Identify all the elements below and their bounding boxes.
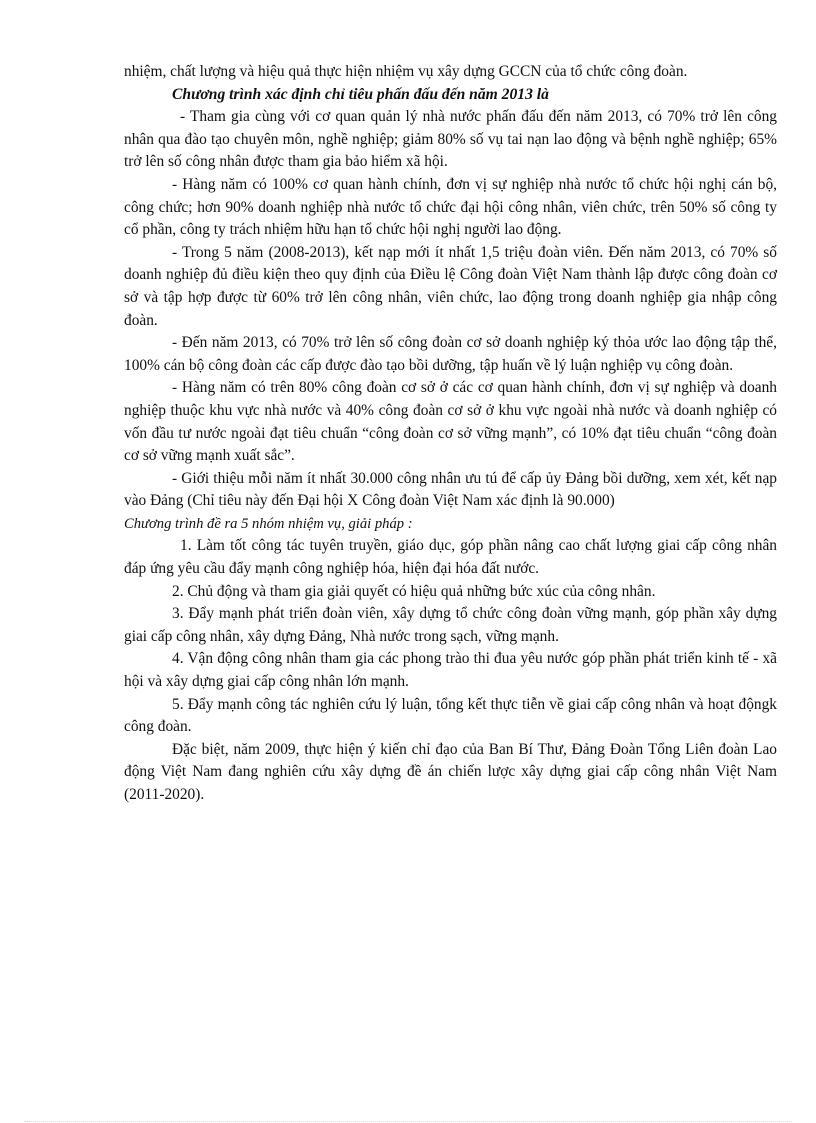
target-item: - Giới thiệu mỗi năm ít nhất 30.000 công nhân ưu tú để cấp ủy Đảng bồi dưỡng, xem xét, kết nạp vào Đảng (Chỉ tiêu này đến Đại hội X Công đoàn Việt Nam xác định là 90.000) [124,469,777,510]
targets-heading: Chương trình xác định chỉ tiêu phấn đấu đến năm 2013 là [172,85,549,103]
task-item: 3. Đẩy mạnh phát triển đoàn viên, xây dựng tổ chức công đoàn vững mạnh, góp phần xây dựng giai cấp công nhân, xây dựng Đảng, Nhà nước trong sạch, vững mạnh. [124,605,777,645]
page-bottom-divider [24,1121,792,1122]
task-item: 5. Đẩy mạnh công tác nghiên cứu lý luận, tổng kết thực tiễn về giai cấp công nhân và hoạt độngk công đoàn. [124,695,777,736]
task-item: 1. Làm tốt công tác tuyên truyền, giáo dục, góp phần nâng cao chất lượng giai cấp công nhân đáp ứng yêu cầu đẩy mạnh công nghiệp hóa, hiện đại hóa đất nước. [124,537,777,578]
target-item: - Hàng năm có trên 80% công đoàn cơ sở ở các cơ quan hành chính, đơn vị sự nghiệp và doanh nghiệp thuộc khu vực nhà nước và 40% công đoàn cơ sở ở khu vực ngoài nhà nước và doanh nghiệp có vốn đầu tư nước ngoài đạt tiêu chuẩn “công đoàn cơ sở vững mạnh”, có 10% đạt tiêu chuẩn “công đoàn cơ sở vững mạnh xuất sắc”. [124,379,777,465]
target-item: - Đến năm 2013, có 70% trở lên số công đoàn cơ sở doanh nghiệp ký thỏa ước lao động tập thể, 100% cán bộ công đoàn các cấp được đào tạo bồi dưỡng, tập huấn về lý luận nghiệp vụ công đoàn. [124,334,777,374]
document-page [124,61,777,807]
target-item: - Tham gia cùng với cơ quan quản lý nhà nước phấn đấu đến năm 2013, có 70% trở lên công nhân qua đào tạo chuyên môn, nghề nghiệp; giảm 80% số vụ tai nạn lao động và bệnh nghề nghiệp; 65% trở lên số công nhân được tham gia bảo hiểm xã hội. [124,108,777,171]
intro-continuation: nhiệm, chất lượng và hiệu quả thực hiện nhiệm vụ xây dựng GCCN của tổ chức công đoàn. [124,63,688,80]
closing-paragraph: Đặc biệt, năm 2009, thực hiện ý kiến chỉ đạo của Ban Bí Thư, Đảng Đoàn Tổng Liên đoàn Lao động Việt Nam đang nghiên cứu xây dựng đề án chiến lược xây dựng giai cấp công nhân Việt Nam (2011-2020). [124,740,777,803]
task-item: 2. Chủ động và tham gia giải quyết có hiệu quả những bức xúc của công nhân. [172,582,656,600]
target-item: - Trong 5 năm (2008-2013), kết nạp mới ít nhất 1,5 triệu đoàn viên. Đến năm 2013, có 70% số doanh nghiệp đủ điều kiện theo quy định của Điều lệ Công đoàn Việt Nam thành lập được công đoàn cơ sở và tập hợp được từ 60% trở lên công nhân, viên chức, lao động trong doanh nghiệp gia nhập công đoàn. [124,243,777,329]
target-item: - Hàng năm có 100% cơ quan hành chính, đơn vị sự nghiệp nhà nước tổ chức hội nghị cán bộ, công chức; hơn 90% doanh nghiệp nhà nước tổ chức đại hội công nhân, viên chức, trên 50% số công ty cổ phần, công ty trách nhiệm hữu hạn tổ chức hội nghị người lao động. [124,175,777,239]
tasks-heading: Chương trình đề ra 5 nhóm nhiệm vụ, giải pháp : [124,515,413,532]
task-item: 4. Vận động công nhân tham gia các phong trào thi đua yêu nước góp phần phát triển kinh tế - xã hội và xây dựng giai cấp công nhân lớn mạnh. [124,650,777,691]
